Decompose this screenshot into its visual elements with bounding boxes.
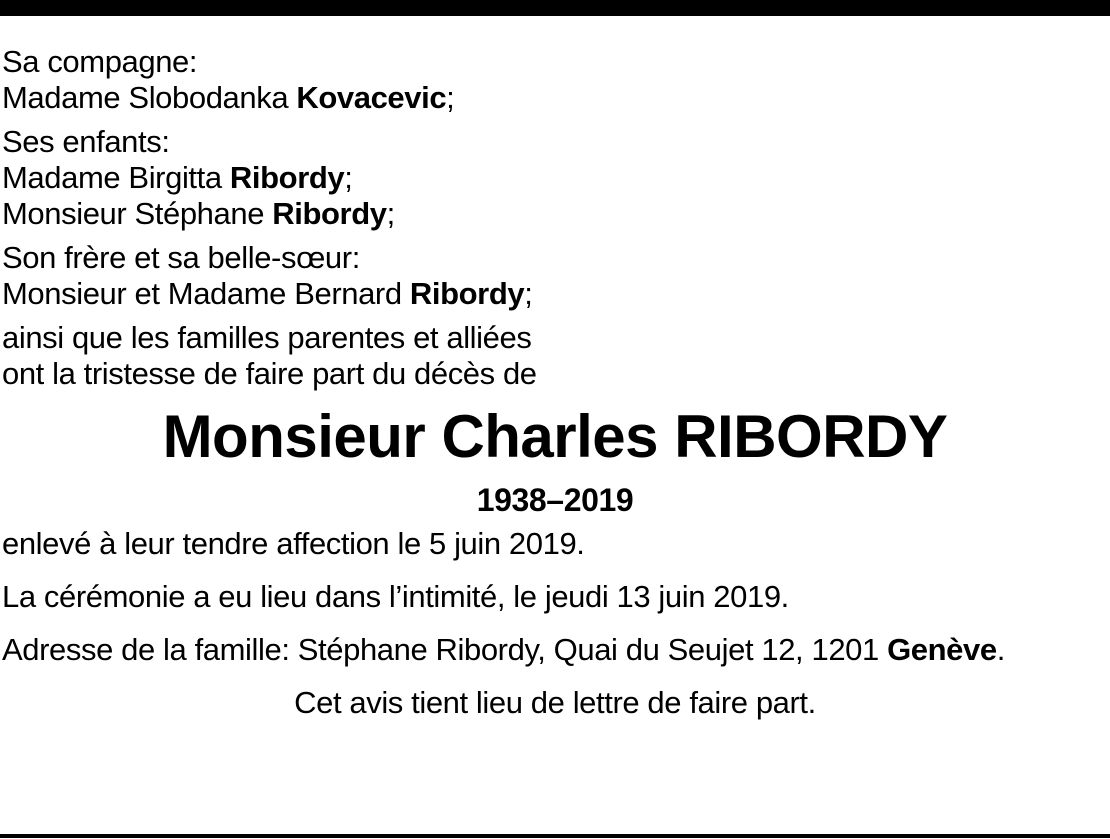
partner-section: [2, 44, 1108, 116]
death-notice: [2, 44, 1108, 721]
address-city: Genève: [887, 632, 997, 667]
punctuation: .: [996, 632, 1005, 667]
punctuation: ;: [524, 276, 533, 311]
announcement-line-1: ainsi que les familles parentes et alliées: [2, 320, 532, 355]
partner-surname: Kovacevic: [296, 80, 447, 115]
siblings-section: [2, 240, 1108, 312]
children-section: [2, 124, 1108, 232]
sibling-first-name: Monsieur et Madame Bernard: [2, 276, 410, 311]
child-first-name: Madame Birgitta: [2, 160, 230, 195]
child-name-line: [2, 196, 1108, 232]
sibling-name-line: [2, 276, 1108, 312]
children-heading: Ses enfants:: [2, 124, 170, 159]
child-name-line: [2, 160, 1108, 196]
partner-first-name: Madame Slobodanka: [2, 80, 297, 115]
family-address-line: [2, 632, 1108, 668]
punctuation: ;: [344, 160, 353, 195]
announcement-line-2: ont la tristesse de faire part du décès de: [2, 356, 537, 391]
passing-date-line: enlevé à leur tendre affection le 5 juin 2019.: [2, 526, 585, 561]
partner-heading: Sa compagne:: [2, 44, 198, 79]
child-surname: Ribordy: [272, 196, 387, 231]
partner-name-line: [2, 80, 1108, 116]
sibling-surname: Ribordy: [409, 276, 525, 311]
ceremony-line: La cérémonie a eu lieu dans l’intimité, le jeudi 13 juin 2019.: [2, 579, 789, 614]
life-years: 1938–2019: [476, 482, 634, 518]
announcement-section: [2, 320, 1108, 392]
child-surname: Ribordy: [229, 160, 345, 195]
punctuation: ;: [446, 80, 455, 115]
bottom-border-rule: [0, 834, 1110, 838]
closing-statement: Cet avis tient lieu de lettre de faire part.: [294, 685, 816, 720]
child-first-name: Monsieur Stéphane: [2, 196, 273, 231]
punctuation: ;: [386, 196, 395, 231]
deceased-name: Monsieur Charles RIBORDY: [162, 403, 948, 470]
siblings-heading: Son frère et sa belle-sœur:: [2, 240, 360, 275]
top-border-rule: [0, 0, 1110, 16]
address-text: Adresse de la famille: Stéphane Ribordy, Quai du Seujet 12, 1201: [2, 632, 888, 667]
